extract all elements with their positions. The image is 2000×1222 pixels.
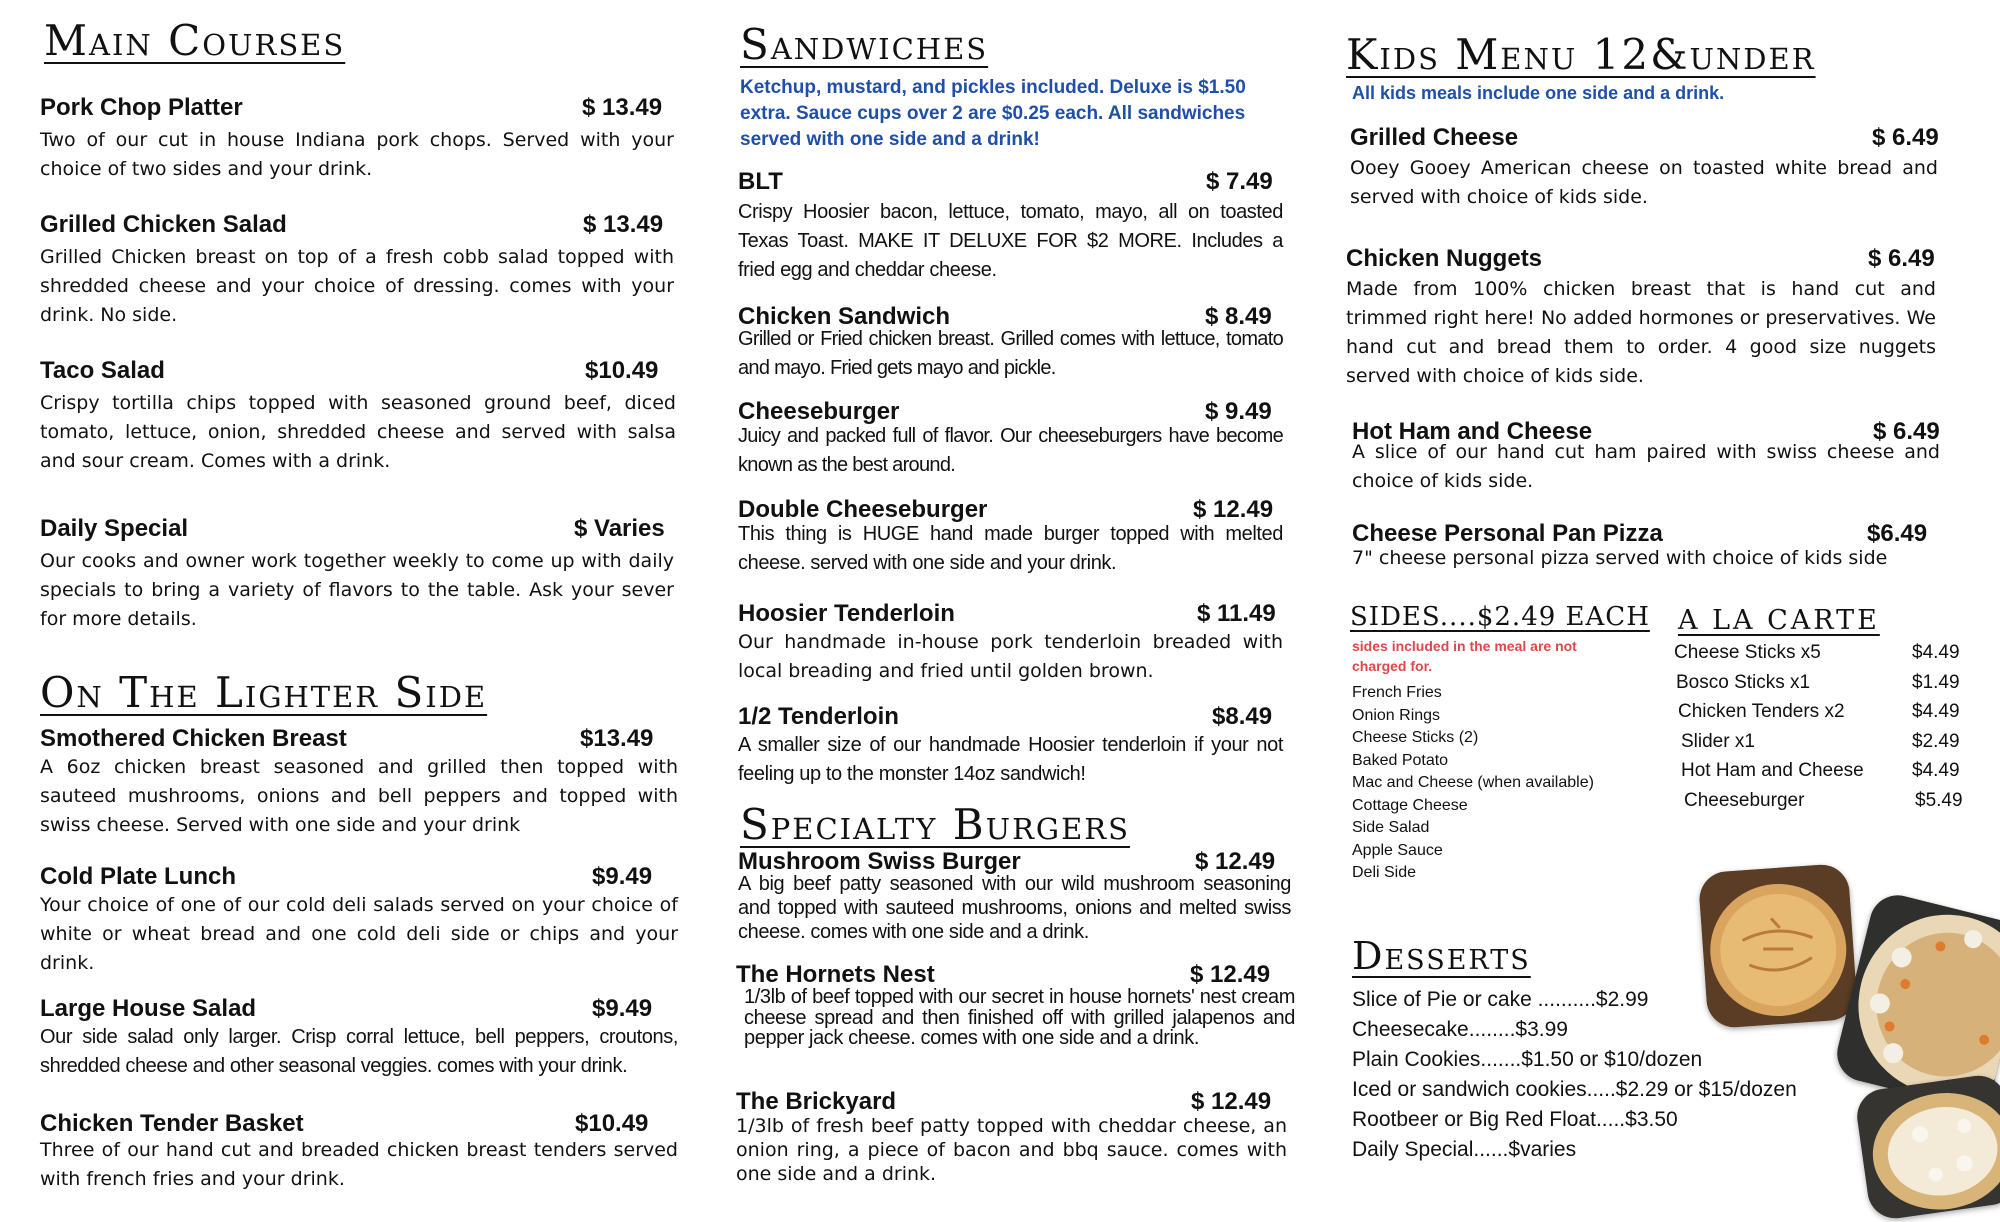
item-name: Bosco Sticks x1 (1676, 671, 1811, 693)
item-price: $ Varies (574, 515, 665, 542)
list-item: Cottage Cheese (1352, 796, 1468, 814)
list-item (1674, 790, 1974, 820)
item-description: Juicy and packed full of flavor. Our cheeseburgers have become known as the best around. (738, 425, 1283, 476)
item-description: A slice of our hand cut ham paired with swiss cheese and choice of kids side. (1352, 441, 1940, 492)
item-price: $ 9.49 (1205, 398, 1272, 425)
desserts-title: Desserts (1352, 934, 1531, 978)
item-name: Taco Salad (40, 357, 165, 384)
a-la-carte-title: A LA CARTE (1678, 605, 1880, 636)
main-courses-title: Main Courses (44, 16, 346, 65)
item-price: $ 6.49 (1868, 245, 1935, 272)
item-price: $9.49 (592, 863, 653, 890)
item-description: Our handmade in-house pork tenderloin breaded with local breading and fried until golden brown. (738, 631, 1283, 682)
list-item: Rootbeer or Big Red Float.....$3.50 (1352, 1108, 1678, 1131)
item-name: Hoosier Tenderloin (738, 600, 955, 627)
item-name: Double Cheeseburger (738, 496, 988, 523)
item-name: Pork Chop Platter (40, 94, 243, 121)
item-price: $5.49 (1915, 789, 1963, 811)
kids-menu-note: All kids meals include one side and a drink. (1352, 83, 1725, 103)
item-description: Two of our cut in house Indiana pork chops. Served with your choice of two sides and your drink. (40, 129, 674, 180)
item-name: Hot Ham and Cheese (1681, 760, 1864, 781)
item-description: Three of our hand cut and breaded chicken breast tenders served with french fries and your drink. (40, 1139, 678, 1190)
item-price: $9.49 (592, 995, 653, 1022)
item-name: Daily Special (40, 515, 189, 542)
list-item: Deli Side (1352, 864, 1417, 881)
list-item: Onion Rings (1352, 706, 1441, 724)
item-price: $ 12.49 (1190, 961, 1271, 988)
item-price: $ 6.49 (1873, 418, 1940, 445)
list-item: Plain Cookies.......$1.50 or $10/dozen (1352, 1048, 1703, 1071)
item-name: BLT (738, 168, 783, 195)
item-description: Our cooks and owner work together weekly to come up with daily specials to bring a variety of flavors to the table. Ask your sever for more details. (40, 550, 674, 630)
item-price: $6.49 (1867, 520, 1928, 547)
list-item (1674, 760, 1974, 790)
item-price: $4.49 (1912, 760, 1960, 781)
list-item (1674, 701, 1974, 731)
item-name: Slider x1 (1681, 730, 1755, 752)
item-description: Our side salad only larger. Crisp corral lettuce, bell peppers, croutons, shredded cheese and other seasonal veggies. comes with your drink. (40, 1026, 678, 1077)
item-name: Cheeseburger (1684, 789, 1805, 811)
item-price: $10.49 (585, 357, 659, 384)
a-la-carte-list (1674, 642, 1974, 819)
item-description: Ooey Gooey American cheese on toasted white bread and served with choice of kids side. (1350, 157, 1938, 208)
item-name: Grilled Cheese (1350, 124, 1519, 151)
pie-photo (1698, 863, 1859, 1029)
lighter-side-title: On The Lighter Side (40, 668, 488, 717)
item-price: $ 12.49 (1195, 848, 1276, 875)
item-description: Grilled Chicken breast on top of a fresh cobb salad topped with shredded cheese and your choice of dressing. comes with your drink. No side. (40, 246, 674, 326)
item-name: The Brickyard (736, 1088, 897, 1115)
list-item: Slice of Pie or cake ..........$2.99 (1352, 988, 1649, 1011)
item-price: $ 12.49 (1193, 496, 1274, 523)
sides-title: SIDES....$2.49 EACH (1350, 602, 1650, 632)
pie-icon (1698, 863, 1859, 1029)
item-name: Smothered Chicken Breast (40, 725, 347, 752)
sandwiches-note: Ketchup, mustard, and pickles included. Deluxe is $1.50 extra. Sauce cups over 2 are $0.25 each. All sandwiches served with one side and a drink! (740, 77, 1246, 150)
item-name: Chicken Nuggets (1346, 245, 1543, 272)
item-name: The Hornets Nest (736, 961, 935, 988)
list-item: Apple Sauce (1352, 841, 1443, 859)
list-item (1674, 642, 1974, 672)
item-description: 7" cheese personal pizza served with choice of kids side (1352, 547, 1888, 569)
list-item: Daily Special......$varies (1352, 1138, 1577, 1161)
item-price: $8.49 (1212, 703, 1273, 730)
list-item: Cheese Sticks (2) (1352, 729, 1479, 746)
item-name: 1/2 Tenderloin (738, 703, 899, 730)
item-price: $ 13.49 (583, 211, 664, 238)
item-name: Chicken Tender Basket (40, 1110, 304, 1137)
list-item (1674, 731, 1974, 761)
item-description: A big beef patty seasoned with our wild mushroom seasoning and topped with sauteed mushrooms, onions and melted swiss cheese. comes with one side and a drink. (738, 873, 1291, 943)
item-price: $ 13.49 (582, 94, 663, 121)
item-price: $ 11.49 (1197, 600, 1276, 627)
specialty-burgers-title: Specialty Burgers (740, 800, 1130, 849)
item-name: Cheese Personal Pan Pizza (1352, 520, 1663, 547)
item-description: Crispy Hoosier bacon, lettuce, tomato, mayo, all on toasted Texas Toast. MAKE IT DELUXE FOR $2 MORE. Includes a fried egg and cheddar cheese. (738, 201, 1283, 281)
item-price: $10.49 (575, 1110, 649, 1137)
item-name: Grilled Chicken Salad (40, 211, 287, 238)
item-price: $1.49 (1912, 671, 1960, 693)
list-item: Side Salad (1352, 819, 1430, 836)
item-price: $2.49 (1912, 730, 1960, 752)
item-name: Large House Salad (40, 995, 257, 1022)
item-price: $ 8.49 (1205, 303, 1272, 330)
item-description: 1/3lb of fresh beef patty topped with cheddar cheese, an onion ring, a piece of bacon and bbq sauce. comes with one side and a drink. (736, 1115, 1287, 1185)
list-item: Iced or sandwich cookies.....$2.29 or $15/dozen (1352, 1078, 1797, 1101)
item-name: Chicken Tenders x2 (1678, 701, 1845, 722)
item-description: A 6oz chicken breast seasoned and grilled then topped with sauteed mushrooms, onions and bell peppers and topped with swiss cheese. Served with one side and your drink (40, 756, 678, 836)
item-price: $4.49 (1912, 701, 1960, 722)
list-item: Mac and Cheese (when available) (1352, 774, 1594, 791)
cream-pie-photo (1854, 1072, 2000, 1222)
list-item: Cheesecake........$3.99 (1352, 1018, 1568, 1041)
sides-note: sides included in the meal are not charged for. (1352, 638, 1577, 674)
item-name: Mushroom Swiss Burger (738, 848, 1021, 875)
item-description: Made from 100% chicken breast that is hand cut and trimmed right here! No added hormones or preservatives. We hand cut and bread them to order. 4 good size nuggets served with choice of kids side. (1346, 278, 1936, 387)
cream-pie-icon (1854, 1072, 2000, 1222)
list-item: French Fries (1352, 684, 1442, 701)
item-price: $ 7.49 (1206, 168, 1273, 195)
column-sandwiches (736, 0, 1295, 1214)
item-name: Cold Plate Lunch (40, 863, 237, 890)
item-description: Crispy tortilla chips topped with seasoned ground beef, diced tomato, lettuce, onion, shredded cheese and served with salsa and sour cream. Comes with a drink. (40, 392, 676, 472)
item-name: Cheeseburger (738, 398, 900, 425)
item-description: A smaller size of our handmade Hoosier tenderloin if your not feeling up to the monster 14oz sandwich! (738, 734, 1283, 785)
item-description: This thing is HUGE hand made burger topped with melted cheese. served with one side and your drink. (738, 523, 1283, 574)
item-price: $4.49 (1912, 642, 1960, 663)
item-name: Chicken Sandwich (738, 303, 951, 330)
item-description: Your choice of one of our cold deli salads served on your choice of white or wheat bread and one cold deli side or chips and your drink. (40, 894, 678, 974)
item-price: $13.49 (580, 725, 654, 752)
item-name: Cheese Sticks x5 (1674, 642, 1821, 663)
item-price: $ 12.49 (1191, 1088, 1272, 1115)
sandwiches-title: Sandwiches (740, 20, 989, 69)
item-description: Grilled or Fried chicken breast. Grilled comes with lettuce, tomato and mayo. Fried gets mayo and pickle. (738, 328, 1283, 379)
item-price: $ 6.49 (1872, 124, 1939, 151)
item-name: Hot Ham and Cheese (1352, 418, 1593, 445)
sides-list (1352, 682, 1652, 885)
column-main-courses (40, 0, 678, 1214)
kids-menu-title: Kids Menu 12&under (1346, 30, 1816, 79)
item-description: 1/3lb of beef topped with our secret in house hornets' nest cream cheese spread and then finished off with grilled jalapenos and pepper jack cheese. comes with one side and a drink. (744, 986, 1295, 1049)
list-item: Baked Potato (1352, 751, 1449, 769)
list-item (1674, 672, 1974, 702)
